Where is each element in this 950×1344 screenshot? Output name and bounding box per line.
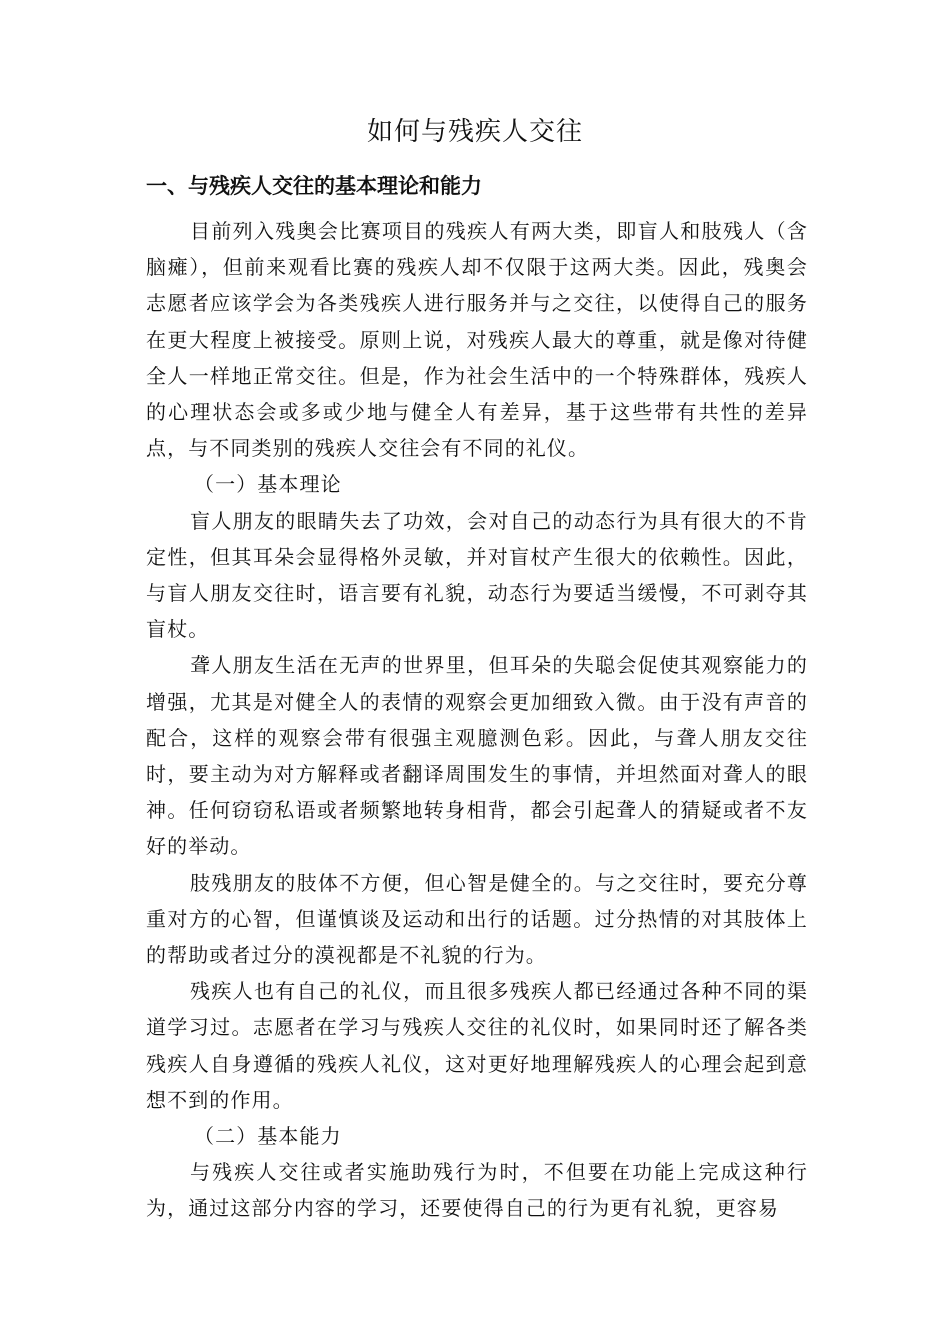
paragraph-blind: 盲人朋友的眼睛失去了功效，会对自己的动态行为具有很大的不肯定性，但其耳朵会显得格外灵敏，并对盲杖产生很大的依赖性。因此，与盲人朋友交往时，语言要有礼貌，动态行为要适当缓慢，不可剥夺其盲杖。: [146, 508, 808, 642]
paragraph-physical: 肢残朋友的肢体不方便，但心智是健全的。与之交往时，要充分尊重对方的心智，但谨慎谈及运动和出行的话题。过分热情的对其肢体上的帮助或者过分的漠视都是不礼貌的行为。: [146, 870, 808, 968]
intro-paragraph: 目前列入残奥会比赛项目的残疾人有两大类，即盲人和肢残人（含脑瘫），但前来观看比赛的残疾人却不仅限于这两大类。因此，残奥会志愿者应该学会为各类残疾人进行服务并与之交往，以使得自己的服务在更大程度上被接受。原则上说，对残疾人最大的尊重，就是像对待健全人一样地正常交往。但是，作为社会生活中的一个特殊群体，残疾人的心理状态会或多或少地与健全人有差异，基于这些带有共性的差异点，与不同类别的残疾人交往会有不同的礼仪。: [146, 219, 808, 461]
paragraph-etiquette: 残疾人也有自己的礼仪，而且很多残疾人都已经通过各种不同的渠道学习过。志愿者在学习与残疾人交往的礼仪时，如果同时还了解各类残疾人自身遵循的残疾人礼仪，这对更好地理解残疾人的心理会起到意想不到的作用。: [146, 979, 808, 1112]
subsection-heading-ability: （二）基本能力: [194, 1124, 342, 1149]
subsection-heading-theory: （一）基本理论: [194, 472, 342, 497]
paragraph-ability: 与残疾人交往或者实施助残行为时，不但要在功能上完成这种行为，通过这部分内容的学习，还要使得自己的行为更有礼貌，更容易: [146, 1160, 808, 1221]
paragraph-deaf: 聋人朋友生活在无声的世界里，但耳朵的失聪会促使其观察能力的增强，尤其是对健全人的表情的观察会更加细致入微。由于没有声音的配合，这样的观察会带有很强主观臆测色彩。因此，与聋人朋友交往时，要主动为对方解释或者翻译周围发生的事情，并坦然面对聋人的眼神。任何窃窃私语或者频繁地转身相背，都会引起聋人的猜疑或者不友好的举动。: [146, 653, 808, 859]
document-body: [146, 213, 808, 1227]
section-heading: 一、与残疾人交往的基本理论和能力: [146, 174, 482, 198]
document-title: 如何与残疾人交往: [366, 117, 583, 147]
